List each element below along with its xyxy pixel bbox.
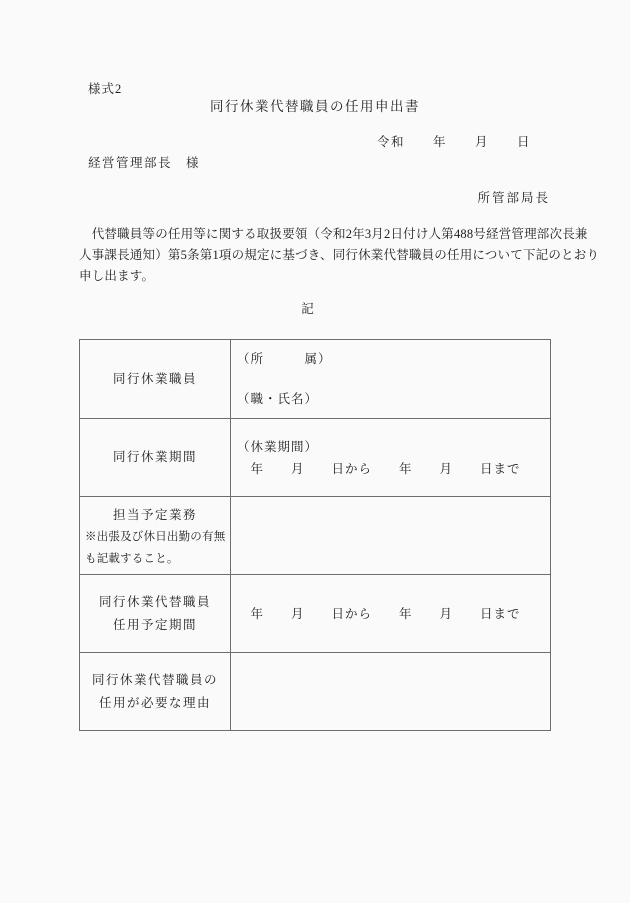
row4-label-cell [80,574,231,652]
row4-value-cell [231,574,550,652]
row4-label-line1: 同行休業代替職員 [98,594,211,609]
body-line-1: 代替職員等の任用等に関する取扱要領（令和2年3月2日付け人第488号経営管理部次長兼 [79,227,588,241]
row3-value-cell [231,496,550,574]
row3-note-line1: ※出張及び休日出勤の有無 [85,531,226,543]
row2-label: 同行休業期間 [112,450,197,464]
row1-value-cell [231,340,550,418]
sender-title: 所管部局長 [477,191,550,205]
row5-label-cell [80,652,231,730]
form-number: 様式2 [88,82,123,96]
date-line: 令和 年 月 日 [376,135,531,149]
row3-label: 担当予定業務 [112,508,197,522]
row2-value-cell [231,418,550,496]
row4-label-line2: 任用予定期間 [112,617,197,632]
row2-period-blank-line: 年 月 日から 年 月 日まで [237,461,521,476]
row1-label-cell [80,340,231,418]
row3-label-cell [80,496,231,574]
row1-label: 同行休業職員 [112,371,197,386]
body-line-2: 人事課長通知）第5条第1項の規定に基づき、同行休業代替職員の任用について下記のとおり [79,248,600,262]
row1-affiliation-label: （所 属） [237,352,332,366]
row5-label-line2: 任用が必要な理由 [98,695,211,710]
row5-value-cell [231,652,550,730]
application-table [79,339,551,731]
row2-label-cell [80,418,231,496]
body-paragraph [79,224,600,287]
re-mark: 記 [301,302,315,316]
document-title: 同行休業代替職員の任用申出書 [210,99,420,114]
row3-note-line2: も記載すること。 [85,553,179,565]
row5-label-line1: 同行休業代替職員の [91,672,218,687]
body-line-3: 申し出ます。 [79,269,155,283]
addressee-line: 経営管理部長 様 [88,156,201,170]
row2-period-heading: （休業期間） [237,439,319,454]
row1-name-label: （職・氏名） [237,392,319,406]
row4-period-blank-line: 年 月 日から 年 月 日まで [237,606,521,621]
